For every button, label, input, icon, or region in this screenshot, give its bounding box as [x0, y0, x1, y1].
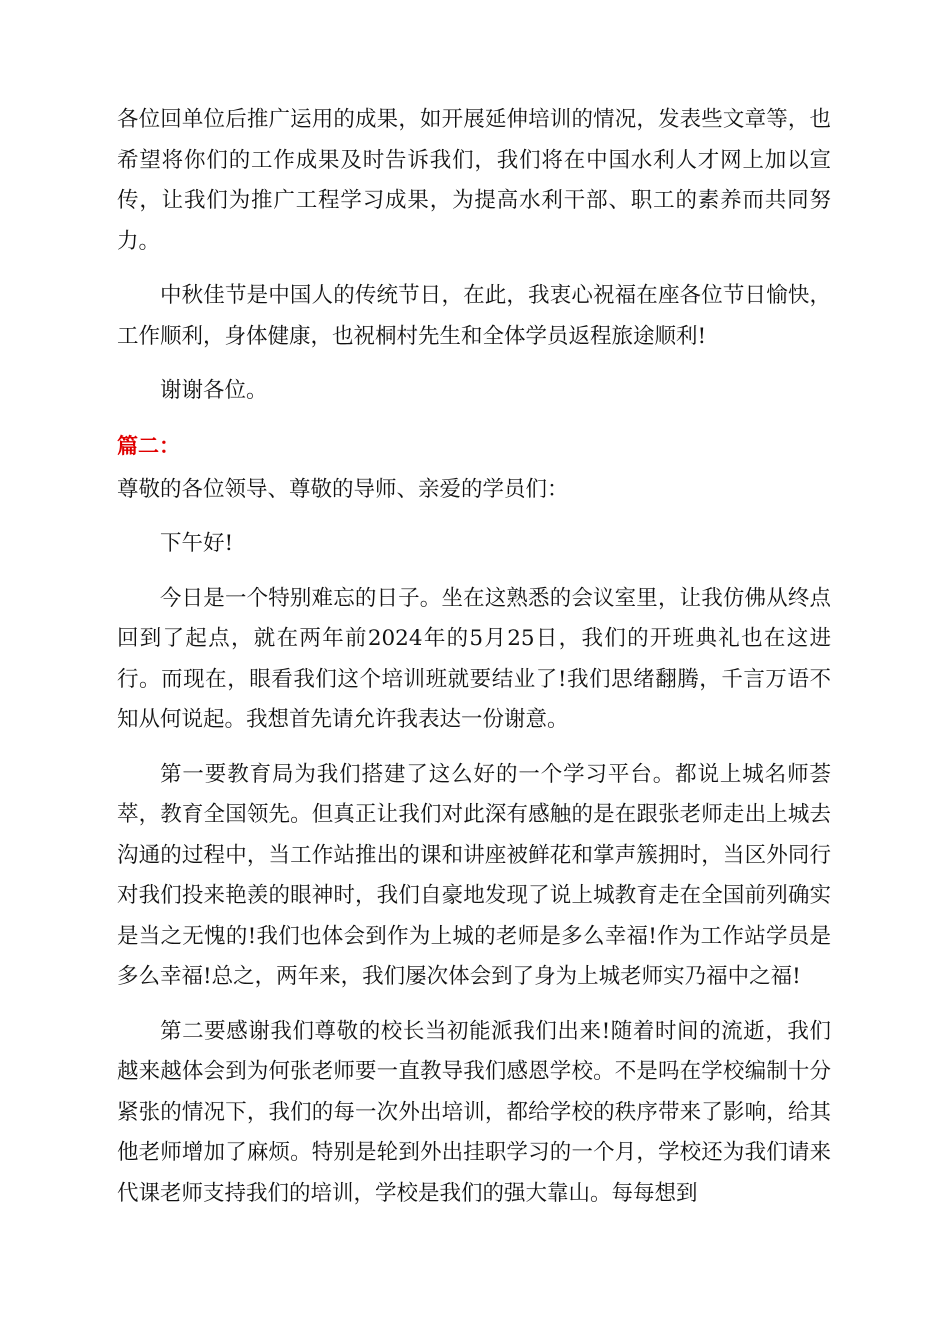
paragraph-second-thanks: 第二要感谢我们尊敬的校长当初能派我们出来!随着时间的流逝，我们越来越体会到为何张老师要一直教导我们感恩学校。不是吗在学校编制十分紧张的情况下，我们的每一次外出培训，都给学校的秩序带来了影响，给其他老师增加了麻烦。特别是轮到外出挂职学习的一个月，学校还为我们请来代课老师支持我们的培训，学校是我们的强大靠山。每每想到 — [117, 1018, 831, 1206]
paragraph-continued: 各位回单位后推广运用的成果，如开展延伸培训的情况，发表些文章等，也希望将你们的工作成果及时告诉我们，我们将在中国水利人才网上加以宣传，让我们为推广工程学习成果，为提高水利干部、职工的素养而共同努力。 — [117, 107, 831, 254]
section-heading: 篇二： — [117, 433, 180, 458]
paragraph-memorable-day: 今日是一个特别难忘的日子。坐在这熟悉的会议室里，让我仿佛从终点回到了起点，就在两年前2024年的5月25日，我们的开班典礼也在这进行。而现在，眼看我们这个培训班就要结业了!我们思绪翻腾，千言万语不知从何说起。我想首先请允许我表达一份谢意。 — [117, 585, 831, 732]
paragraph-first-thanks: 第一要教育局为我们搭建了这么好的一个学习平台。都说上城名师荟萃，教育全国领先。但真正让我们对此深有感触的是在跟张老师走出上城去沟通的过程中，当工作站推出的课和讲座被鲜花和掌声簇拥时，当区外同行对我们投来艳羡的眼神时，我们自豪地发现了说上城教育走在全国前列确实是当之无愧的!我们也体会到作为上城的老师是多么幸福!作为工作站学员是多么幸福!总之，两年来，我们屡次体会到了身为上城老师实乃福中之福! — [117, 761, 831, 989]
salutation: 尊敬的各位领导、尊敬的导师、亲爱的学员们： — [117, 476, 569, 502]
paragraph-mid-autumn-wishes: 中秋佳节是中国人的传统节日，在此，我衷心祝福在座各位节日愉快，工作顺利，身体健康，也祝桐村先生和全体学员返程旅途顺利! — [117, 283, 831, 349]
document-body — [117, 100, 831, 1228]
paragraph-thanks: 谢谢各位。 — [160, 378, 268, 403]
greeting: 下午好! — [160, 531, 234, 556]
